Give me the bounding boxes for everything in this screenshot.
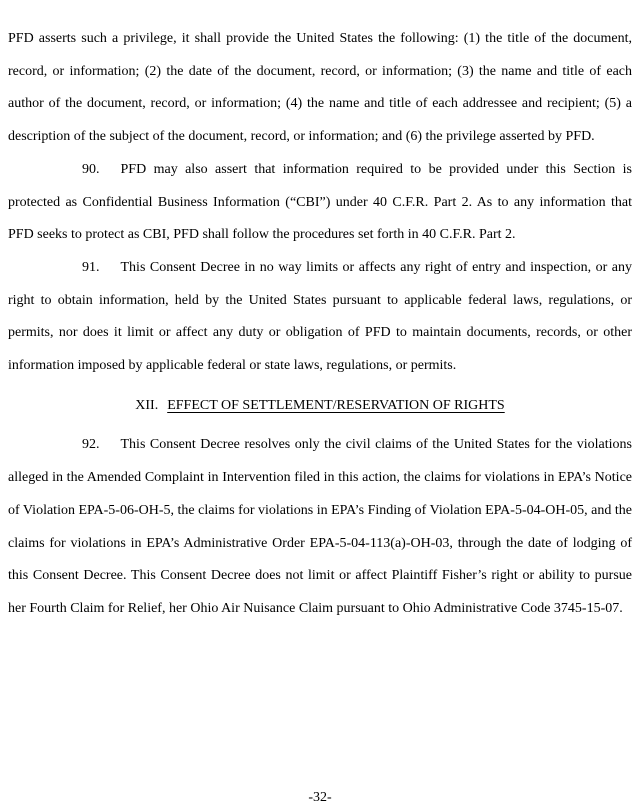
paragraph-90-text: PFD may also assert that information required to be provided under this Section is protected as Confidential Business Information (“CBI”) under 40 C.F.R. Part 2. As to any information that PFD seeks to protect as CBI, PFD shall follow the procedures set forth in 40 C.F.R. Part 2. bbox=[8, 161, 632, 243]
paragraph-92 bbox=[8, 429, 632, 625]
page-number: -32- bbox=[308, 790, 332, 805]
paragraph-continuation: PFD asserts such a privilege, it shall provide the United States the following: (1) the title of the document, record, or information; (2) the date of the document, record, or information; (3) the name and title of each author of the document, record, or information; (4) the name and title of each addressee and recipient; (5) a description of the subject of the document, record, or information; and (6) the privilege asserted by PFD. bbox=[8, 31, 632, 145]
paragraph-91-number: 91. bbox=[82, 259, 100, 275]
paragraph-91 bbox=[8, 252, 632, 383]
paragraph-92-number: 92. bbox=[82, 437, 100, 453]
section-heading bbox=[8, 390, 632, 423]
paragraph-91-text: This Consent Decree in no way limits or affects any right of entry and inspection, or any right to obtain information, held by the United States pursuant to applicable federal laws, regulations, or permits, nor does it limit or affect any duty or obligation of PFD to maintain documents, records, or other information imposed by applicable federal or state laws, regulations, or permits. bbox=[8, 259, 632, 374]
page-footer bbox=[0, 790, 640, 806]
paragraph-92-text: This Consent Decree resolves only the civil claims of the United States for the violations alleged in the Amended Complaint in Intervention filed in this action, the claims for violations in EPA’s Notice of Violation EPA-5-06-OH-5, the claims for violations in EPA’s Finding of Violation EPA-5-04-OH-05, and the claims for violations in EPA’s Administrative Order EPA-5-04-113(a)-OH-03, through the date of lodging of this Consent Decree. This Consent Decree does not limit or affect Plaintiff Fisher’s right or ability to pursue her Fourth Claim for Relief, her Ohio Air Nuisance Claim pursuant to Ohio Administrative Code 3745-15-07. bbox=[8, 437, 632, 616]
paragraph-90-number: 90. bbox=[82, 161, 100, 177]
section-heading-numeral: XII. bbox=[135, 397, 159, 413]
section-heading-title: EFFECT OF SETTLEMENT/RESERVATION OF RIGHTS bbox=[167, 397, 505, 413]
paragraph-90 bbox=[8, 154, 632, 252]
